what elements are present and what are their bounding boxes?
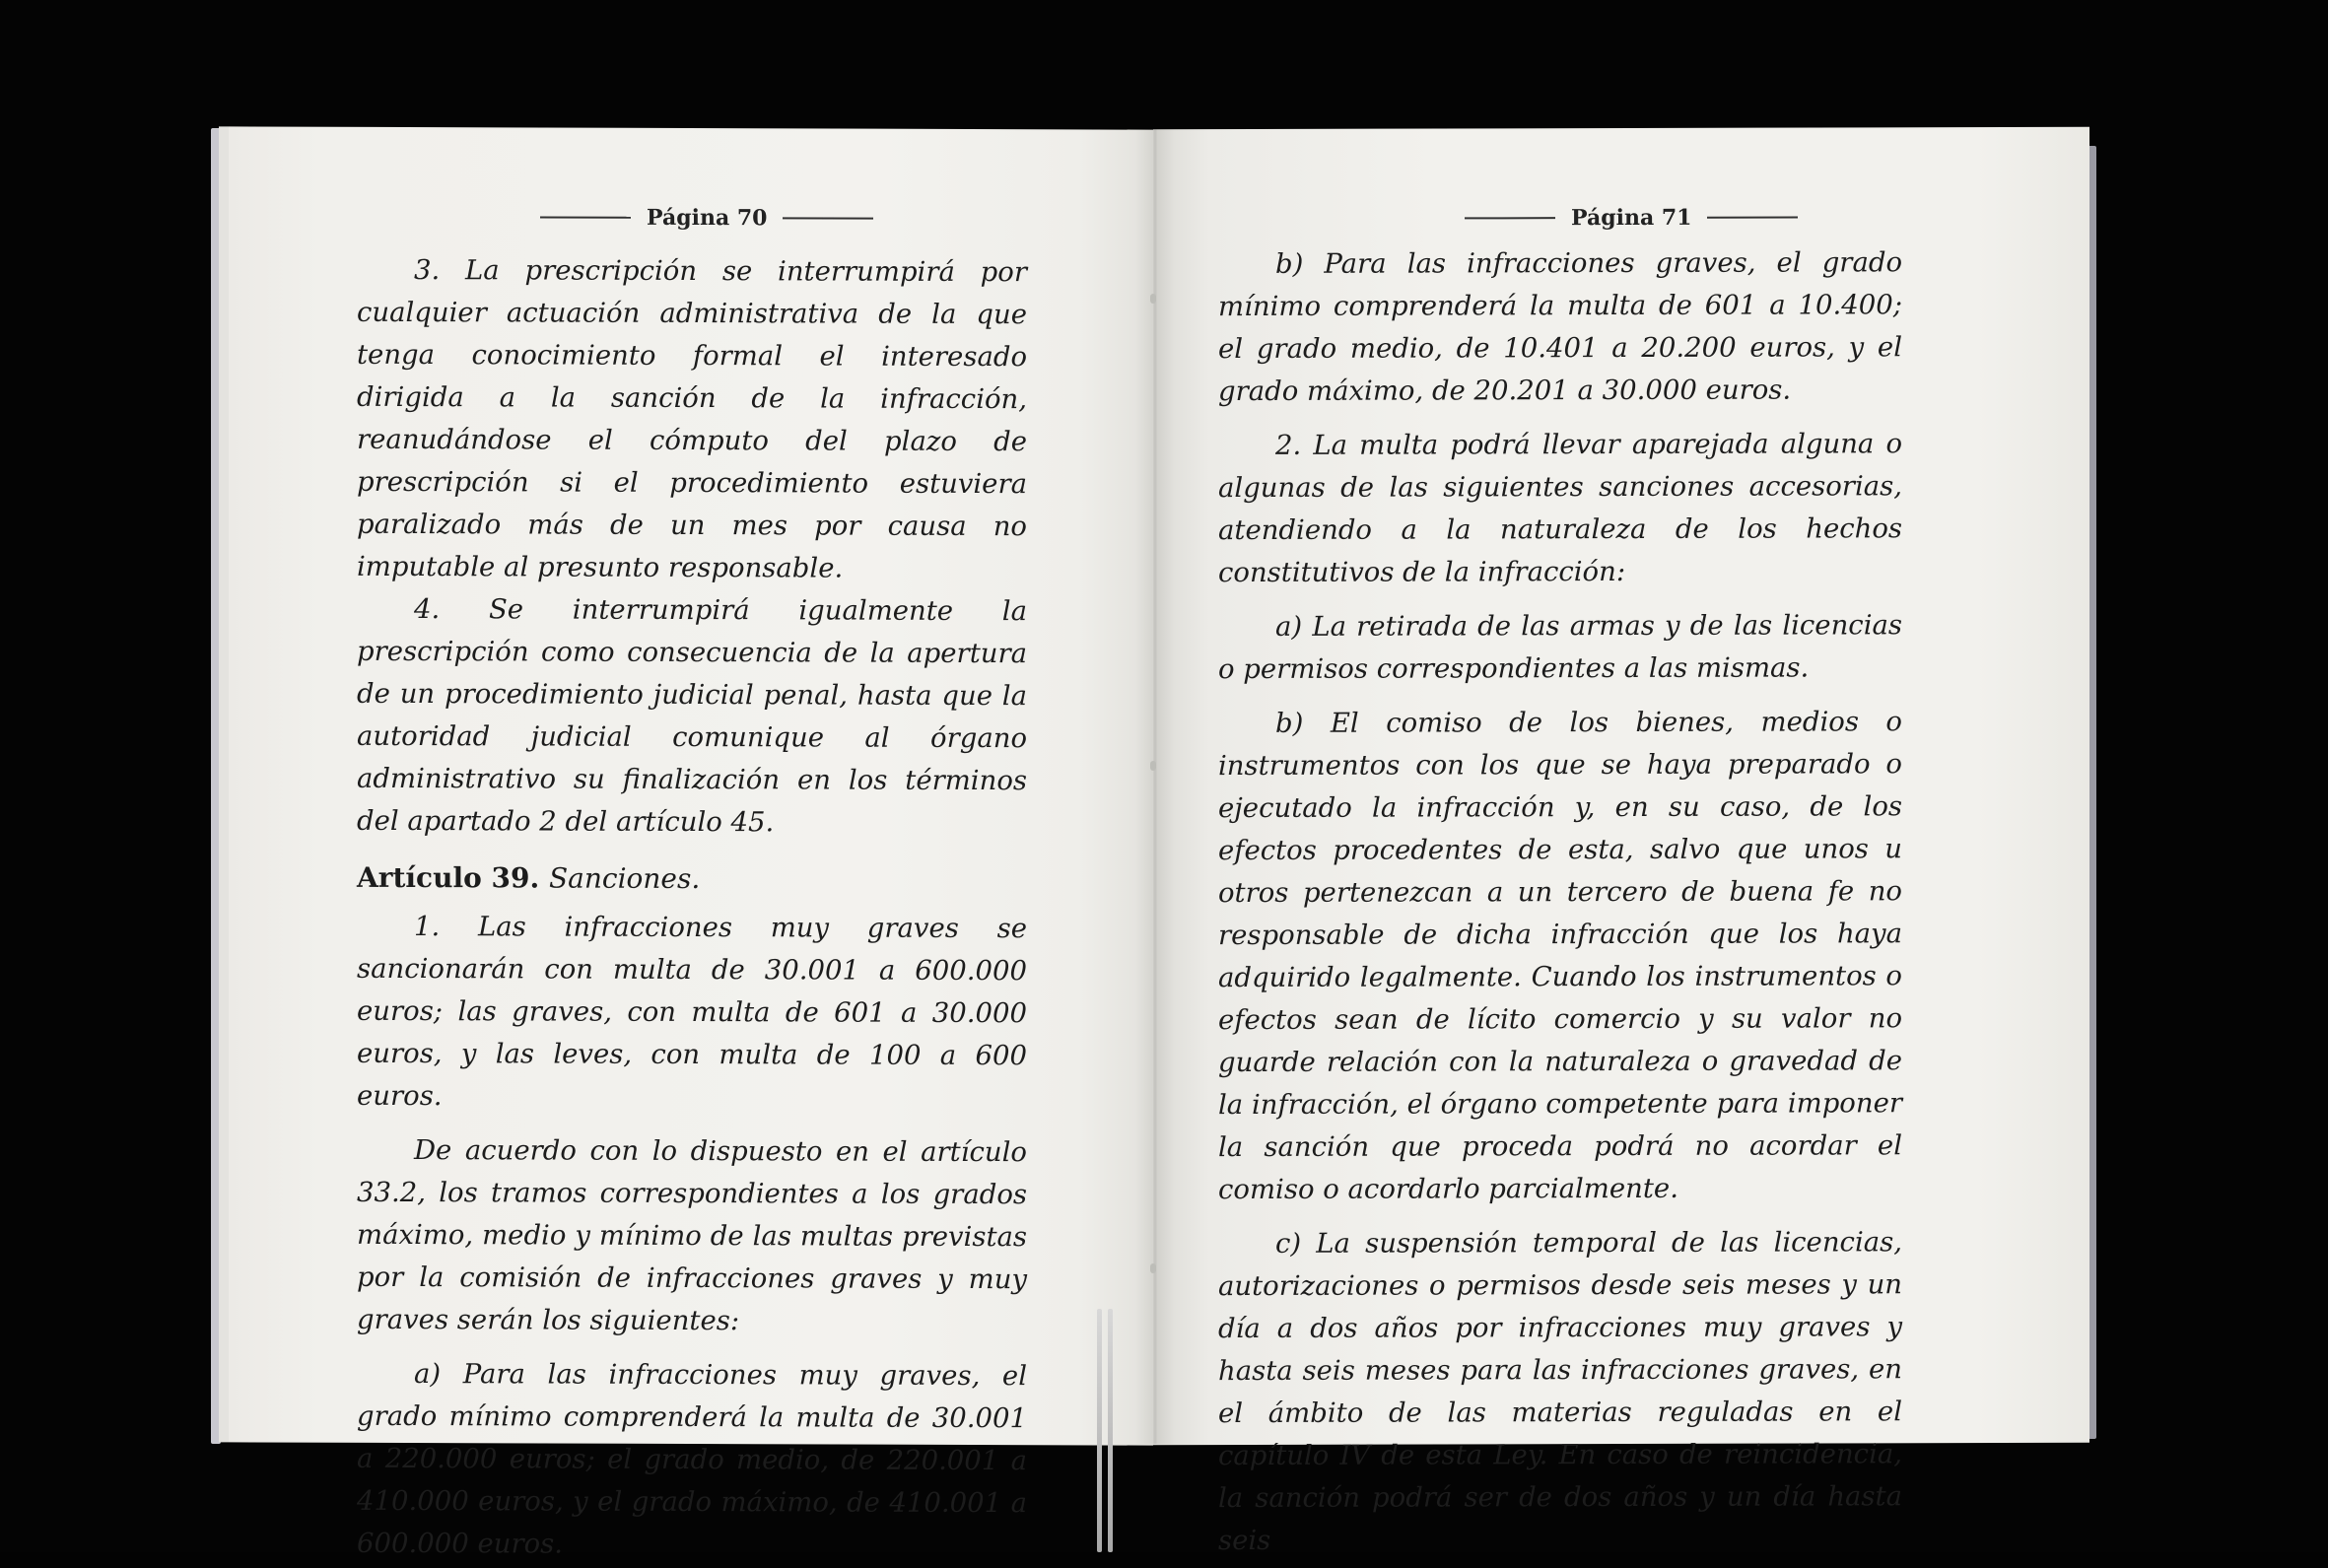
- page-number-70: Página 70: [647, 204, 768, 232]
- right-page: [1153, 127, 2089, 1557]
- left-page-header: [524, 204, 889, 231]
- gutter-shadow: [1135, 128, 1175, 1444]
- paragraph: 2. La multa podrá llevar aparejada alguna o algunas de las siguientes sanciones accesorias, atendiendo a la naturaleza de los hechos constitutivos de la infracción:: [1218, 428, 1902, 589]
- paragraph: b) El comiso de los bienes, medios o instrumentos con los que se haya preparado o ejecutado la infracción y, en su caso, de los efectos procedentes de esta, salvo que unos u otros pertenezcan a un tercero de buena fe no responsable de dicha infracción que los haya adquirido legalmente. Cuando los instrumentos o efectos sean de lícito comercio y su valor no guarde relación con la naturaleza o gravedad de la infracción, el órgano competente para imponer la sanción que proceda podrá no acordar el comiso o acordarlo parcialmente.: [1218, 706, 1902, 1206]
- bookmark-ribbon: [1108, 1309, 1113, 1552]
- article-number: Artículo 39.: [357, 860, 540, 895]
- binding-stitch: [1150, 294, 1156, 304]
- paragraph: a) La retirada de las armas y de las licencias o permisos correspondientes a las mismas.: [1218, 609, 1902, 686]
- paragraph: 3. La prescripción se interrumpirá por cualquier actuación administrativa de la que tenga conocimiento formal el interesado dirigida a la sanción de la infracción, reanudándose el cómputo del plazo de prescripción si el procedimiento estuviera paralizado más de un mes por causa no imputable al presunto responsable.: [357, 254, 1027, 584]
- paragraph: 4. Se interrumpirá igualmente la prescripción como consecuencia de la apertura de un procedimiento judicial penal, hasta que la autoridad judicial comunique al órgano administrativo su finalización en los términos del apartado 2 del artículo 45.: [357, 593, 1027, 839]
- paragraph: a) Para las infracciones muy graves, el grado mínimo comprenderá la multa de 30.001 a 220.000 euros; el grado medio, de 220.001 a 410.000 euros, y el grado máximo, de 410.001 a 600.000 euros.: [357, 1358, 1027, 1560]
- article-heading: [357, 856, 1027, 902]
- header-rule: [1465, 217, 1555, 219]
- right-page-text: [1218, 241, 1902, 1562]
- left-page-text: [357, 249, 1027, 1567]
- header-rule: [1707, 217, 1798, 219]
- paragraph: b) Para las infracciones graves, el grado mínimo comprenderá la multa de 601 a 10.400; el grado medio, de 10.401 a 20.200 euros, y el grado máximo, de 20.201 a 30.000 euros.: [1218, 246, 1902, 408]
- page-number-71: Página 71: [1571, 204, 1692, 232]
- article-title: Sanciones.: [548, 861, 701, 896]
- paragraph: De acuerdo con lo dispuesto en el artículo 33.2, los tramos correspondientes a los grados máximo, medio y mínimo de las multas previstas por la comisión de infracciones graves y muy graves serán los siguientes:: [357, 1134, 1027, 1337]
- open-book: [219, 128, 2089, 1560]
- paragraph: c) La suspensión temporal de las licencias, autorizaciones o permisos desde seis meses y un día a dos años por infracciones muy graves y hasta seis meses para las infracciones graves, en el ámbito de las materias reguladas en el capítulo IV de esta Ley. En caso de reincidencia, la sanción podrá ser de dos años y un día hasta seis: [1218, 1226, 1902, 1557]
- paragraph: 1. Las infracciones muy graves se sancionarán con multa de 30.001 a 600.000 euros; las graves, con multa de 601 a 30.000 euros, y las leves, con multa de 100 a 600 euros.: [357, 911, 1027, 1113]
- right-page-header: [1449, 204, 1814, 231]
- left-page: [219, 126, 1153, 1560]
- bookmark-ribbon: [1097, 1309, 1102, 1552]
- header-rule: [540, 216, 631, 218]
- header-rule: [783, 217, 873, 219]
- binding-stitch: [1150, 761, 1156, 771]
- binding-stitch: [1150, 1263, 1156, 1273]
